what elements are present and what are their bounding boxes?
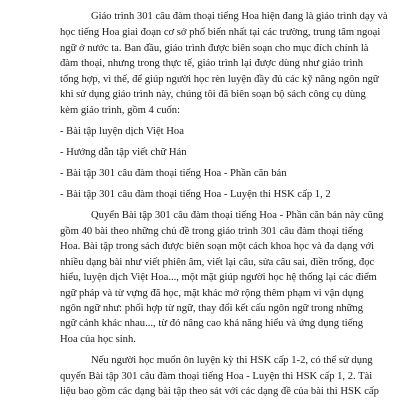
paragraph-1-line-3: ngữ ở nước ta. Ban đầu, giáo trình được biên soạn cho mục đích chính là [60, 42, 369, 54]
paragraph-1-line-7: kèm giáo trình, gồm 4 cuốn: [60, 104, 181, 116]
paragraph-2-line-3: Hoa. Bài tập trong sách được biên soạn một cách khoa học và đa dạng với [60, 241, 375, 253]
paragraph-2-line-2: gồm 40 bài theo những chủ đề trong giáo trình 301 câu đàm thoại tiếng [60, 225, 363, 237]
paragraph-2-line-5: hiểu, luyện dịch Việt Hoa..., một mặt giúp người học hệ thống lại các điểm [60, 272, 377, 284]
paragraph-2-line-4: nhiều dạng bài như viết phiên âm, viết lại câu, sửa câu sai, điền trống, đọc [60, 256, 375, 268]
list-item: - Bài tập luyện dịch Việt Hoa [60, 125, 184, 137]
paragraph-1-line-2: học tiếng Hoa giai đoạn cơ sở phổ biến nhất tại các trường, trung tâm ngoại [60, 27, 381, 39]
list-item: - Hướng dẫn tập viết chữ Hán [60, 146, 187, 158]
paragraph-1-line-1: Giáo trình 301 câu đàm thoại tiếng Hoa hiện đang là giáo trình dạy và [91, 11, 388, 22]
paragraph-3-line-1: Nếu người học muốn ôn luyện kỳ thi HSK cấp 1-2, có thể sử dụng [91, 355, 373, 367]
paragraph-3-line-3: liệu bao gồm các dạng bài tập theo sát với các dạng đề của bài thi HSK cấp [60, 386, 379, 397]
list-item: - Bài tập 301 câu đàm thoại tiếng Hoa - Phần căn bản [60, 167, 287, 179]
list-item: - Bài tập 301 câu đàm thoại tiếng Hoa - Luyện thi HSK cấp 1, 2 [60, 189, 331, 201]
paragraph-1-line-4: đàm thoại, nhưng trong thực tế, giáo trình lại được dùng như giáo trình [60, 58, 363, 70]
paragraph-2-line-6: ngữ pháp và từ vựng đã học, mặt khác mở rộng thêm phạm vi vận dụng [60, 287, 364, 299]
paragraph-1-line-6: khi sử dụng giáo trình này, chúng tôi đã biên soạn bộ sách công cụ dùng [60, 89, 366, 101]
paragraph-1-line-5: tổng hợp, vì thế, để giúp người học rèn luyện đầy đủ các kỹ năng ngôn ngữ [60, 73, 379, 85]
paragraph-2-line-1: Quyển Bài tập 301 câu đàm thoại tiếng Hoa - Phần căn bản này cũng [91, 210, 384, 222]
paragraph-2-line-8: ngữ cảnh khác nhau..., từ đó nâng cao khả năng hiểu và ứng dụng tiếng [60, 318, 363, 330]
paragraph-3-line-2: quyển Bài tập 301 câu đàm thoại tiếng Hoa - Luyện thi HSK cấp 1, 2. Tài [60, 370, 373, 382]
paragraph-2-line-7: ngôn ngữ như: phối hợp từ ngữ, thay đổi kết cấu ngôn ngữ trong những [60, 303, 363, 315]
paragraph-2-line-9: Hoa của học sinh. [60, 333, 136, 345]
